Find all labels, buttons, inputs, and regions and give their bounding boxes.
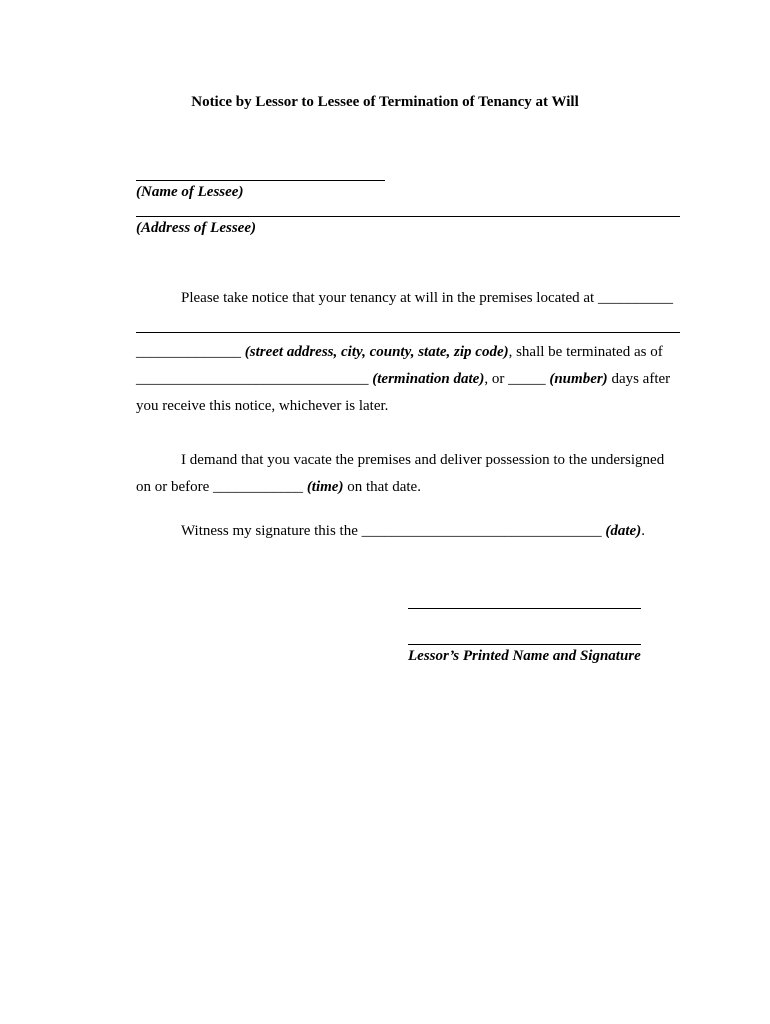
signature-label: Lessor’s Printed Name and Signature xyxy=(408,648,641,664)
termination-date-label: (termination date) xyxy=(372,371,485,387)
number-label: (number) xyxy=(549,371,608,387)
days-after-text: days after xyxy=(611,371,671,387)
notice-paragraph-line-1 xyxy=(181,290,673,307)
notice-paragraph-line-4 xyxy=(136,371,670,388)
termination-date-blank: _______________________________ xyxy=(136,371,369,387)
premises-blank: ______________ xyxy=(136,344,241,360)
witness-period: . xyxy=(641,523,645,539)
signature-line-2 xyxy=(408,644,641,645)
lessee-name-line xyxy=(136,180,385,181)
or-number-blank: , or _____ xyxy=(484,371,546,387)
notice-text-1: Please take notice that your tenancy at will in the premises located at __________ xyxy=(181,290,673,306)
whichever-later-text: you receive this notice, whichever is later. xyxy=(136,398,389,414)
lessee-address-line xyxy=(136,216,680,217)
demand-paragraph-line-2 xyxy=(136,479,421,496)
signature-line-1 xyxy=(408,608,641,609)
notice-paragraph-line-3 xyxy=(136,344,663,361)
notice-paragraph-line-5 xyxy=(136,398,388,415)
on-that-date-text: on that date. xyxy=(347,479,421,495)
demand-text-1: I demand that you vacate the premises and deliver possession to the undersigned xyxy=(181,452,665,468)
demand-paragraph-line-1 xyxy=(181,452,664,469)
witness-line xyxy=(181,523,645,540)
document-title: Notice by Lessor to Lessee of Termination of Tenancy at Will xyxy=(191,94,579,110)
premises-address-line xyxy=(136,332,680,333)
terminated-as-of-text: , shall be terminated as of xyxy=(508,344,663,360)
lessee-name-label: (Name of Lessee) xyxy=(136,184,244,200)
street-address-label: (street address, city, county, state, zip code) xyxy=(244,344,509,360)
witness-text: Witness my signature this the ________________________________ xyxy=(181,523,602,539)
lessee-address-label: (Address of Lessee) xyxy=(136,220,256,236)
date-label: (date) xyxy=(605,523,642,539)
on-or-before-text: on or before ____________ xyxy=(136,479,304,495)
time-label: (time) xyxy=(306,479,344,495)
